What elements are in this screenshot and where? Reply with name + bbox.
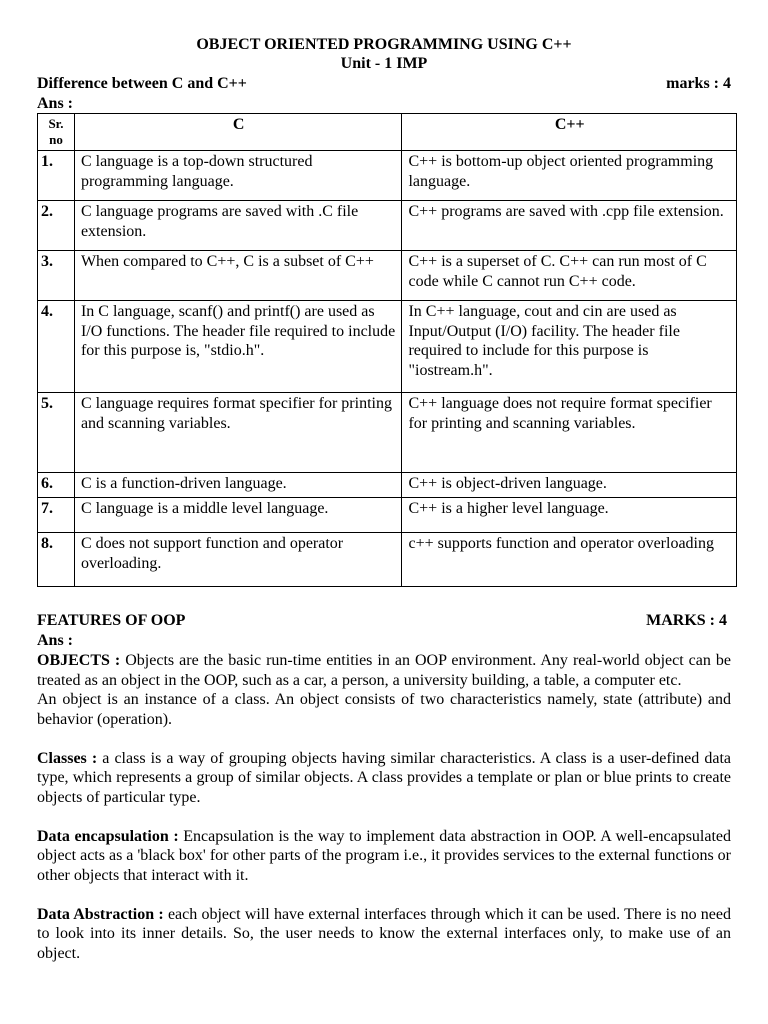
classes-text: a class is a way of grouping objects having similar characteristics. A class is a user-defined data type, which represents a group of similar objects. A class provides a template or plan or blue prints to create objects of particular type. xyxy=(37,749,731,806)
objects-label: OBJECTS : xyxy=(37,652,121,669)
abstraction-paragraph xyxy=(37,905,731,964)
row-cpp-cell: In C++ language, cout and cin are used as Input/Output (I/O) facility. The header file required to include for this purpose is "iostream.h". xyxy=(402,301,737,393)
objects-text: Objects are the basic run-time entities in an OOP environment. Any real-world object can be treated as an object in the OOP, such as a car, a person, a university building, a table, a computer etc. xyxy=(37,652,731,689)
row-cpp-cell: C++ is a higher level language. xyxy=(402,498,737,533)
row-sr: 7. xyxy=(38,498,75,533)
classes-paragraph xyxy=(37,749,731,808)
row-c-cell: C language is a middle level language. xyxy=(74,498,402,533)
document-title: OBJECT ORIENTED PROGRAMMING USING C++ xyxy=(196,36,572,53)
table-row xyxy=(38,498,737,533)
row-c-cell: C language is a top-down structured programming language. xyxy=(74,151,402,201)
question-2-marks: MARKS : 4 xyxy=(646,612,727,629)
row-cpp-cell: C++ is bottom-up object oriented programming language. xyxy=(402,151,737,201)
row-sr: 1. xyxy=(38,151,75,201)
table-row xyxy=(38,533,737,587)
row-cpp-cell: C++ programs are saved with .cpp file extension. xyxy=(402,201,737,251)
answer-1-label: Ans : xyxy=(37,95,74,112)
unit-subtitle: Unit - 1 IMP xyxy=(340,55,428,72)
row-sr: 6. xyxy=(38,473,75,498)
row-c-cell: C does not support function and operator overloading. xyxy=(74,533,402,587)
header-cpp: C++ xyxy=(402,114,737,151)
question-2-text: FEATURES OF OOP xyxy=(37,612,186,629)
encapsulation-label: Data encapsulation : xyxy=(37,827,179,845)
row-cpp-cell: C++ is a superset of C. C++ can run most of C code while C cannot run C++ code. xyxy=(402,251,737,301)
table-row xyxy=(38,251,737,301)
header-sr-no: Sr. no xyxy=(38,114,75,151)
row-sr: 2. xyxy=(38,201,75,251)
objects-paragraph-2: An object is an instance of a class. An object consists of two characteristics namely, state (attribute) and behavior (operation). xyxy=(37,691,731,728)
classes-label: Classes : xyxy=(37,749,98,767)
abstraction-label: Data Abstraction : xyxy=(37,905,164,923)
table-row xyxy=(38,151,737,201)
row-c-cell: C language requires format specifier for printing and scanning variables. xyxy=(74,393,402,473)
features-body xyxy=(37,651,731,963)
table-row xyxy=(38,201,737,251)
abstraction-text: each object will have external interfaces through which it can be used. There is no need to look into its inner details. So, the user needs to know the external interfaces only, to make use of an object. xyxy=(37,905,732,962)
row-cpp-cell: C++ is object-driven language. xyxy=(402,473,737,498)
encapsulation-paragraph xyxy=(37,827,731,886)
header-c: C xyxy=(74,114,402,151)
table-row xyxy=(38,473,737,498)
question-2-header xyxy=(37,611,727,630)
question-1-text: Difference between C and C++ xyxy=(37,75,247,92)
row-cpp-cell: c++ supports function and operator overloading xyxy=(402,533,737,587)
row-sr: 3. xyxy=(38,251,75,301)
row-c-cell: When compared to C++, C is a subset of C++ xyxy=(74,251,402,301)
row-sr: 8. xyxy=(38,533,75,587)
table-header-row xyxy=(38,114,737,151)
table-row xyxy=(38,301,737,393)
answer-2-label: Ans : xyxy=(37,632,74,649)
question-1-marks: marks : 4 xyxy=(666,75,731,92)
row-sr: 4. xyxy=(38,301,75,393)
row-c-cell: C is a function-driven language. xyxy=(74,473,402,498)
row-c-cell: In C language, scanf() and printf() are used as I/O functions. The header file required to include for this purpose is, "stdio.h". xyxy=(74,301,402,393)
row-c-cell: C language programs are saved with .C file extension. xyxy=(74,201,402,251)
question-1-header xyxy=(37,74,731,93)
encapsulation-text: Encapsulation is the way to implement data abstraction in OOP. A well-encapsulated object acts as a 'black box' for other parts of the program i.e., it provides services to the external functions or other objects that interact with it. xyxy=(37,827,732,884)
row-cpp-cell: C++ language does not require format specifier for printing and scanning variables. xyxy=(402,393,737,473)
objects-paragraph xyxy=(37,651,731,690)
comparison-table xyxy=(37,113,737,587)
row-sr: 5. xyxy=(38,393,75,473)
table-row xyxy=(38,393,737,473)
